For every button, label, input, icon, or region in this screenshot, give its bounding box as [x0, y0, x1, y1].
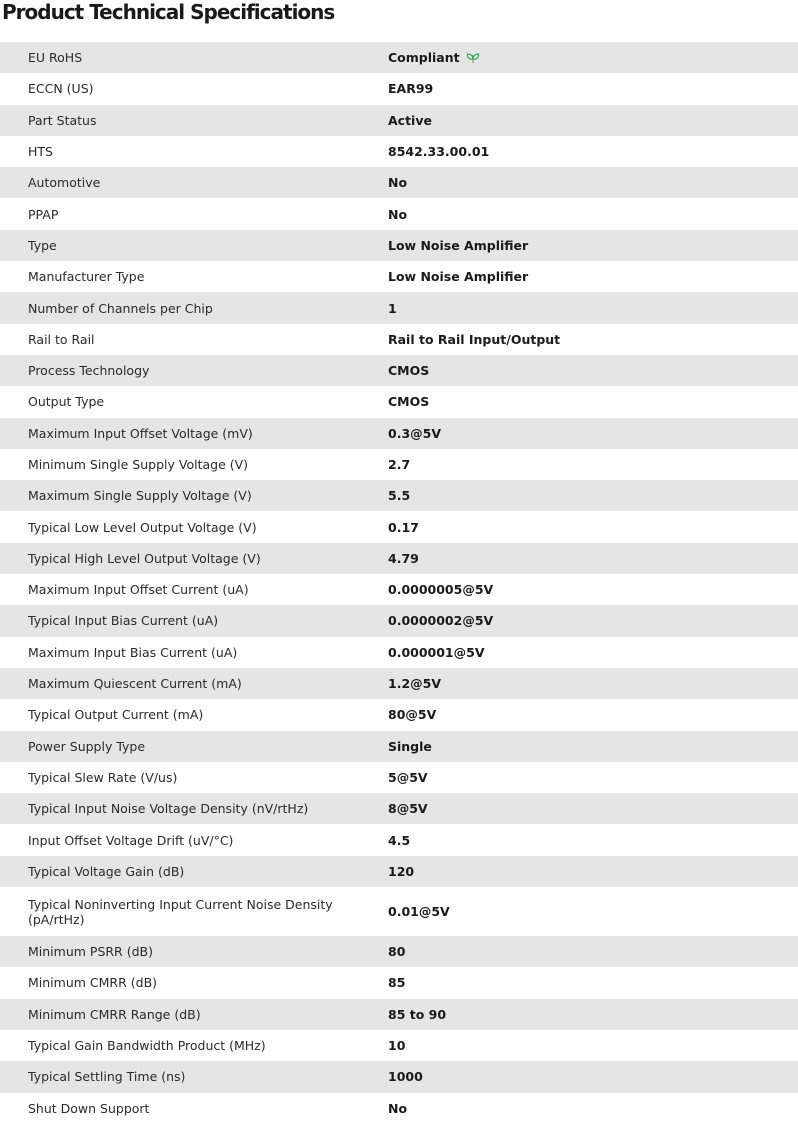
table-row: [0, 167, 798, 198]
table-row: [0, 967, 798, 998]
table-row: [0, 543, 798, 574]
spec-value: 85: [388, 975, 406, 991]
table-row: [0, 480, 798, 511]
spec-value: EAR99: [388, 81, 434, 97]
spec-value: Low Noise Amplifier: [388, 237, 529, 253]
spec-value: 0.000001@5V: [388, 644, 485, 660]
table-row: [0, 887, 798, 936]
spec-value: 8@5V: [388, 801, 428, 817]
spec-value: 80: [388, 944, 406, 960]
spec-label: Rail to Rail: [28, 331, 95, 347]
spec-label: Typical Low Level Output Voltage (V): [28, 519, 257, 535]
spec-label: Typical Input Noise Voltage Density (nV/rtHz): [28, 801, 309, 817]
table-row: [0, 762, 798, 793]
spec-label: Manufacturer Type: [28, 269, 145, 285]
spec-value: 80@5V: [388, 707, 437, 723]
spec-value: Low Noise Amplifier: [388, 269, 529, 285]
spec-value: Active: [388, 112, 432, 128]
spec-value: 120: [388, 863, 415, 879]
table-row: [0, 574, 798, 605]
table-row: [0, 386, 798, 417]
spec-value: 1000: [388, 1069, 423, 1085]
spec-label: PPAP: [28, 206, 59, 222]
table-row: [0, 793, 798, 824]
spec-value: 1.2@5V: [388, 676, 442, 692]
spec-value: No: [388, 206, 408, 222]
spec-value: 1: [388, 300, 397, 316]
table-row: [0, 105, 798, 136]
table-row: [0, 731, 798, 762]
spec-value: 5@5V: [388, 769, 428, 785]
table-row: [0, 230, 798, 261]
spec-label: Input Offset Voltage Drift (uV/°C): [28, 832, 234, 848]
table-row: [0, 1061, 798, 1092]
spec-label: Minimum CMRR (dB): [28, 975, 158, 991]
table-row: [0, 637, 798, 668]
table-row: [0, 936, 798, 967]
table-row: [0, 136, 798, 167]
spec-value: 0.01@5V: [388, 904, 450, 920]
spec-label: Type: [28, 237, 57, 253]
table-row: [0, 198, 798, 229]
table-row: [0, 42, 798, 73]
table-row: [0, 73, 798, 104]
spec-label: Typical Slew Rate (V/us): [28, 769, 178, 785]
table-row: [0, 1030, 798, 1061]
spec-label: Typical Settling Time (ns): [28, 1069, 186, 1085]
spec-value: 4.5: [388, 832, 411, 848]
spec-value: 5.5: [388, 488, 411, 504]
table-row: [0, 605, 798, 636]
spec-value: CMOS: [388, 363, 430, 379]
spec-value-cell: [388, 50, 798, 65]
spec-value: No: [388, 1100, 408, 1116]
spec-label: Typical Input Bias Current (uA): [28, 613, 219, 629]
spec-label: Maximum Input Bias Current (uA): [28, 644, 238, 660]
spec-label: Maximum Input Offset Voltage (mV): [28, 425, 253, 441]
spec-value: 0.3@5V: [388, 425, 442, 441]
spec-value: 2.7: [388, 457, 411, 472]
spec-label: Power Supply Type: [28, 738, 146, 754]
spec-value: 0.17: [388, 519, 419, 535]
spec-label: Typical Gain Bandwidth Product (MHz): [28, 1038, 266, 1054]
table-row: [0, 824, 798, 855]
spec-label: HTS: [28, 144, 53, 160]
table-row: [0, 1093, 798, 1124]
spec-label: Shut Down Support: [28, 1100, 150, 1116]
spec-label: Minimum PSRR (dB): [28, 944, 153, 960]
table-row: [0, 856, 798, 887]
spec-value: 0.0000005@5V: [388, 582, 494, 598]
spec-label: Process Technology: [28, 363, 150, 379]
spec-label: Part Status: [28, 112, 97, 128]
table-row: [0, 999, 798, 1030]
spec-value: Rail to Rail Input/Output: [388, 331, 561, 347]
spec-value: No: [388, 175, 408, 191]
spec-label: Minimum CMRR Range (dB): [28, 1006, 201, 1022]
table-row: [0, 511, 798, 542]
table-row: [0, 699, 798, 730]
leaf-icon: [466, 52, 480, 64]
spec-label: Minimum Single Supply Voltage (V): [28, 457, 249, 472]
spec-label: Automotive: [28, 175, 101, 191]
spec-value: 8542.33.00.01: [388, 144, 490, 160]
spec-value: 85 to 90: [388, 1006, 447, 1022]
table-row: [0, 355, 798, 386]
page-title: Product Technical Specifications: [2, 0, 335, 24]
spec-value: 4.79: [388, 550, 419, 566]
spec-label: EU RoHS: [28, 50, 83, 66]
table-row: [0, 449, 798, 480]
spec-label: ECCN (US): [28, 81, 94, 97]
spec-value: Single: [388, 738, 432, 754]
spec-value: Compliant: [388, 50, 460, 66]
table-row: [0, 292, 798, 323]
spec-label: Typical Output Current (mA): [28, 707, 204, 723]
spec-label: Maximum Quiescent Current (mA): [28, 676, 242, 692]
spec-label: Typical High Level Output Voltage (V): [28, 550, 261, 566]
spec-label: Typical Noninverting Input Current Noise Density (pA/rtHz): [28, 896, 333, 927]
table-row: [0, 261, 798, 292]
spec-value: 0.0000002@5V: [388, 613, 494, 629]
spec-value: 10: [388, 1038, 406, 1054]
table-row: [0, 418, 798, 449]
table-row: [0, 668, 798, 699]
spec-label: Typical Voltage Gain (dB): [28, 863, 185, 879]
spec-table: [0, 42, 798, 1124]
spec-label: Output Type: [28, 394, 105, 410]
spec-label: Number of Channels per Chip: [28, 300, 213, 316]
table-row: [0, 324, 798, 355]
spec-label: Maximum Input Offset Current (uA): [28, 582, 249, 598]
spec-label: Maximum Single Supply Voltage (V): [28, 488, 252, 504]
spec-value: CMOS: [388, 394, 430, 410]
